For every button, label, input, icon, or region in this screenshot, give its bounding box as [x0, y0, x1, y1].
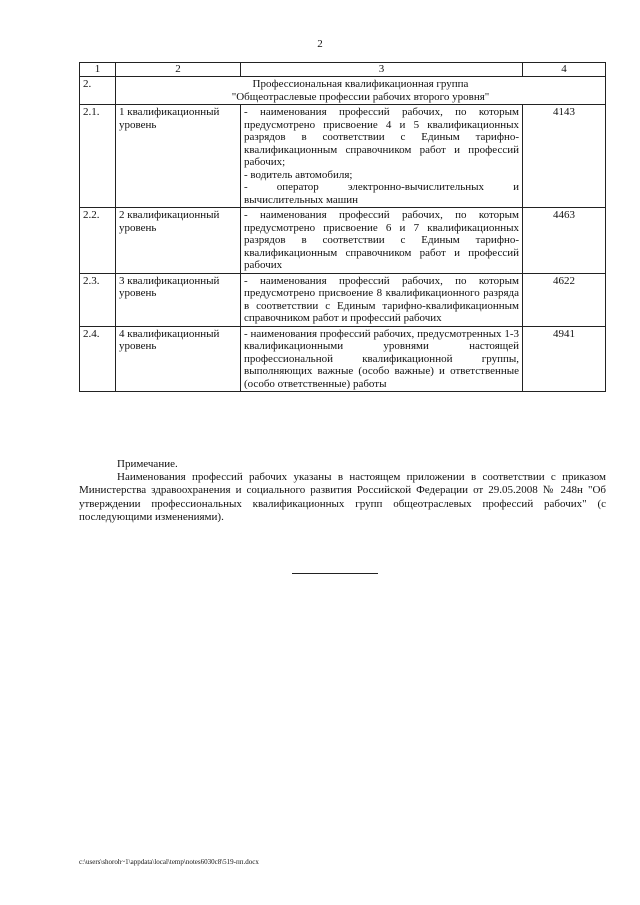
- table-row: [80, 273, 606, 326]
- table-row: [80, 326, 606, 392]
- group-number: 2.: [80, 77, 116, 105]
- table-row: [80, 208, 606, 274]
- value-cell: 4143: [523, 105, 606, 208]
- level-line1: 4 квалификационный: [119, 327, 220, 340]
- group-title-line2: "Общеотраслевые профессии рабочих второго уровня": [231, 90, 490, 103]
- page-number: 2: [317, 38, 323, 50]
- level-line1: 3 квалификационный: [119, 274, 220, 287]
- level-line2: уровень: [119, 221, 157, 234]
- header-cell-4: 4: [523, 63, 606, 77]
- level-line2: уровень: [119, 118, 157, 131]
- header-cell-3: 3: [241, 63, 523, 77]
- group-title-line1: Профессиональная квалификационная группа: [252, 78, 469, 90]
- separator-line: [292, 573, 378, 574]
- description-cell: - наименования профессий рабочих, предусмотренных 1-3 квалификационными уровнями настоящей профессиональной квалификационной группы, выполняющих важные (особо важные) и ответственные (особо ответственные) работы: [241, 326, 523, 392]
- level-cell: [116, 326, 241, 392]
- level-cell: [116, 208, 241, 274]
- level-line2: уровень: [119, 340, 157, 352]
- table-row: [80, 105, 606, 208]
- level-line1: 2 квалификационный: [119, 209, 220, 221]
- header-cell-1: 1: [80, 63, 116, 77]
- group-row: [80, 77, 606, 105]
- level-line2: уровень: [119, 287, 157, 299]
- level-cell: [116, 273, 241, 326]
- note-text: Наименования профессий рабочих указаны в настоящем приложении в соответствии с приказом Министерства здравоохранения и социального развития Российской Федерации от 29.05.2008 № 248н "Об утверждении профессиональных квалификационных групп общеотраслевых профессий рабочих" (с последующими изменениями).: [79, 471, 606, 523]
- qualification-table: [79, 62, 606, 392]
- description-cell: [241, 105, 523, 208]
- footer-file-path: c:\users\shoroh~1\appdata\local\temp\notes6030c8\519-пп.docx: [79, 858, 259, 866]
- description-item: - оператор электронно-вычислительных и вычислительных машин: [244, 181, 519, 206]
- description-cell: - наименования профессий рабочих, по которым предусмотрено присвоение 6 и 7 квалификационных разрядов в соответствии с Единым тарифно-квалификационным справочником работ и профессий рабочих: [241, 208, 523, 274]
- header-cell-2: 2: [116, 63, 241, 77]
- description-main: - наименования профессий рабочих, по которым предусмотрено присвоение 4 и 5 квалификационных разрядов в соответствии с Единым тарифно-квалификационным справочником работ и профессий рабочих;: [244, 106, 519, 168]
- note-section: [79, 458, 606, 524]
- row-number: 2.2.: [80, 208, 116, 274]
- value-cell: 4622: [523, 273, 606, 326]
- row-number: 2.4.: [80, 326, 116, 392]
- note-label: Примечание.: [117, 458, 178, 470]
- row-number: 2.3.: [80, 273, 116, 326]
- table-header-row: [80, 63, 606, 77]
- value-cell: 4463: [523, 208, 606, 274]
- value-cell: 4941: [523, 326, 606, 392]
- group-title: [116, 77, 606, 105]
- row-number: 2.1.: [80, 105, 116, 208]
- description-item: - водитель автомобиля;: [244, 168, 353, 181]
- level-line1: 1 квалификационный: [119, 106, 220, 118]
- level-cell: [116, 105, 241, 208]
- description-cell: - наименования профессий рабочих, по которым предусмотрено присвоение 8 квалификационного разряда в соответствии с Единым тарифно-квалификационным справочником работ и профессий рабочих: [241, 273, 523, 326]
